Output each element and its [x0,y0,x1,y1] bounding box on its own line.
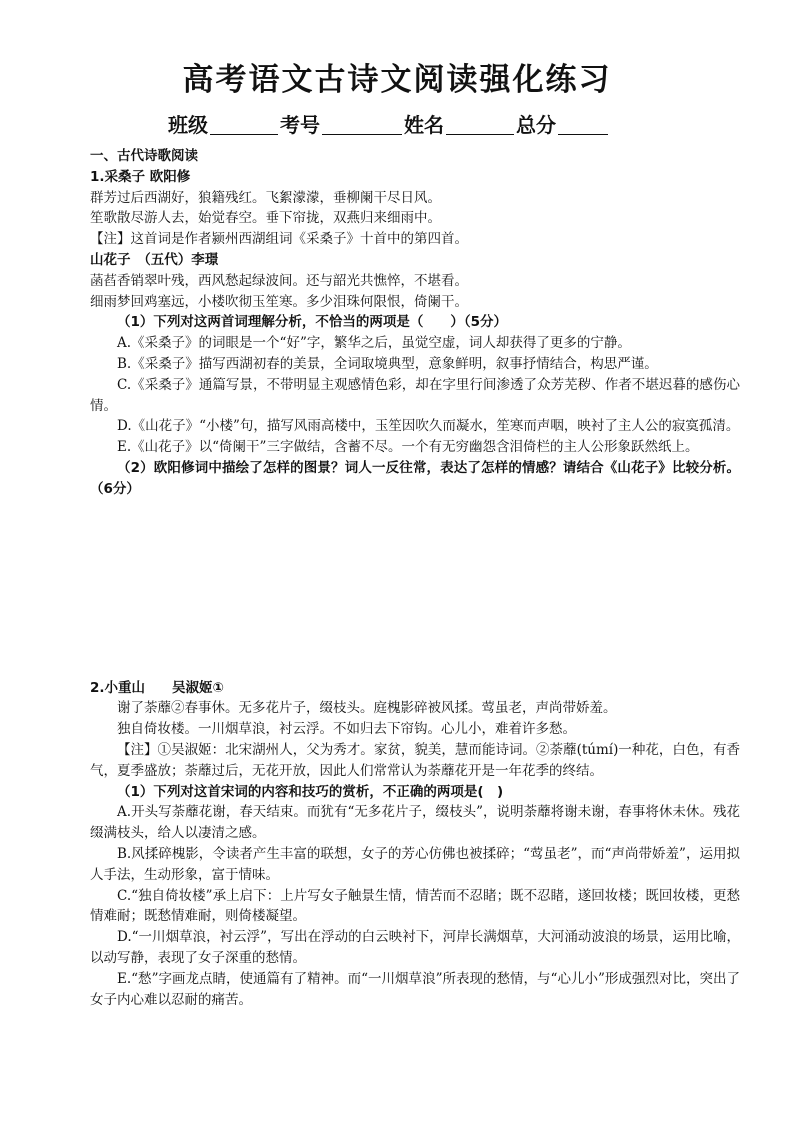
question-3-option: A.开头写荼蘼花谢，春天结束。而犹有“无多花片子，缀枝头”，说明荼蘼将谢未谢，春事将休未休。残花缀满枝头，给人以凄清之感。 [90,804,740,842]
question-1-option: D.《山花子》“小楼”句，描写风雨高楼中，玉笙因吹久而凝水，笙寒而声咽，映衬了主人公的寂寞孤清。 [117,418,740,435]
score-blank[interactable] [558,114,608,135]
poem3-note: 【注】①吴淑姬：北宋湖州人，父为秀才。家贫，貌美，慧而能诗词。②荼蘼(túmí)一种花，白色，有香气，夏季盛放；荼蘼过后，无花开放，因此人们常常认为荼蘼花开是一年花季的终结。 [90,741,740,779]
poem2-line: 细雨梦回鸡塞远，小楼吹彻玉笙寒。多少泪珠何限恨，倚阑干。 [90,293,468,310]
question-2-stem: （2）欧阳修词中描绘了怎样的图景？词人一反往常，表达了怎样的情感？请结合《山花子》比较分析。（6分） [90,459,740,497]
poem1-note: 【注】这首词是作者颍州西湖组词《采桑子》十首中的第四首。 [90,231,468,248]
poem1-line: 笙歌散尽游人去，始觉春空。垂下帘拢，双燕归来细雨中。 [90,210,441,227]
question-3-option: B.风揉碎槐影，令读者产生丰富的联想，女子的芳心仿佛也被揉碎；“莺虽老”，而“声尚带娇羞”，运用拟人手法，生动形象，富于情味。 [90,845,740,883]
poem3-line: 独自倚妆楼。一川烟草浪，衬云浮。不如归去下帘钩。心儿小，难着许多愁。 [117,721,576,738]
poem1-line: 群芳过后西湖好，狼籍残红。飞絮濛濛，垂柳阑干尽日风。 [90,189,441,206]
poem3-title: 2.小重山 吴淑姬① [90,679,224,696]
poem2-title: 山花子 （五代）李璟 [90,251,219,268]
page-title: 高考语文古诗文阅读强化练习 [182,62,612,98]
poem2-line: 菡萏香销翠叶残，西风愁起绿波间。还与韶光共憔悴，不堪看。 [90,272,468,289]
question-1-stem: （1）下列对这两首词理解分析，不恰当的两项是（ ）（5分） [117,314,508,331]
question-3-stem: （1）下列对这首宋词的内容和技巧的赏析，不正确的两项是( ) [117,783,504,800]
number-blank[interactable] [322,114,402,135]
poem1-title: 1.采桑子 欧阳修 [90,168,191,185]
question-1-option: A.《采桑子》的词眼是一个“好”字，繁华之后，虽觉空虚，词人却获得了更多的宁静。 [117,335,631,352]
score-label: 总分 [516,113,556,137]
class-blank[interactable] [210,114,278,135]
question-1-option: C.《采桑子》通篇写景，不带明显主观感情色彩，却在字里行间渗透了众芳芜秽、作者不堪迟暮的感伤心情。 [90,376,740,414]
name-blank[interactable] [446,114,514,135]
question-3-option: D.“一川烟草浪，衬云浮”，写出在浮动的白云映衬下，河岸长满烟草，大河涌动波浪的场景，运用比喻，以动写静，表现了女子深重的愁情。 [90,929,740,966]
class-label: 班级 [168,113,208,137]
question-1-option: B.《采桑子》描写西湖初春的美景，全词取境典型，意象鲜明，叙事抒情结合，构思严谨。 [117,355,658,372]
answer-space[interactable] [90,500,740,678]
question-3-option: E.“愁”字画龙点睛，使通篇有了精神。而“一川烟草浪”所表现的愁情，与“心儿小”形成强烈对比，突出了女子内心难以忍耐的痛苦。 [90,970,740,1008]
name-label: 姓名 [404,113,444,137]
section-heading: 一、古代诗歌阅读 [90,148,198,164]
number-label: 考号 [280,113,320,137]
questions-content [90,146,740,1010]
student-info-line [168,112,638,138]
question-3-option: C.“独自倚妆楼”承上启下：上片写女子触景生情，情苦而不忍睹；既不忍睹，遂回妆楼；既回妆楼，更愁情难耐；既愁情难耐，则倚楼凝望。 [90,887,740,925]
poem3-line: 谢了荼蘼②春事休。无多花片子，缀枝头。庭槐影碎被风揉。莺虽老，声尚带娇羞。 [117,700,617,717]
question-1-option: E.《山花子》以“倚阑干”三字做结，含蓄不尽。一个有无穷幽怨含泪倚栏的主人公形象跃然纸上。 [117,439,699,456]
